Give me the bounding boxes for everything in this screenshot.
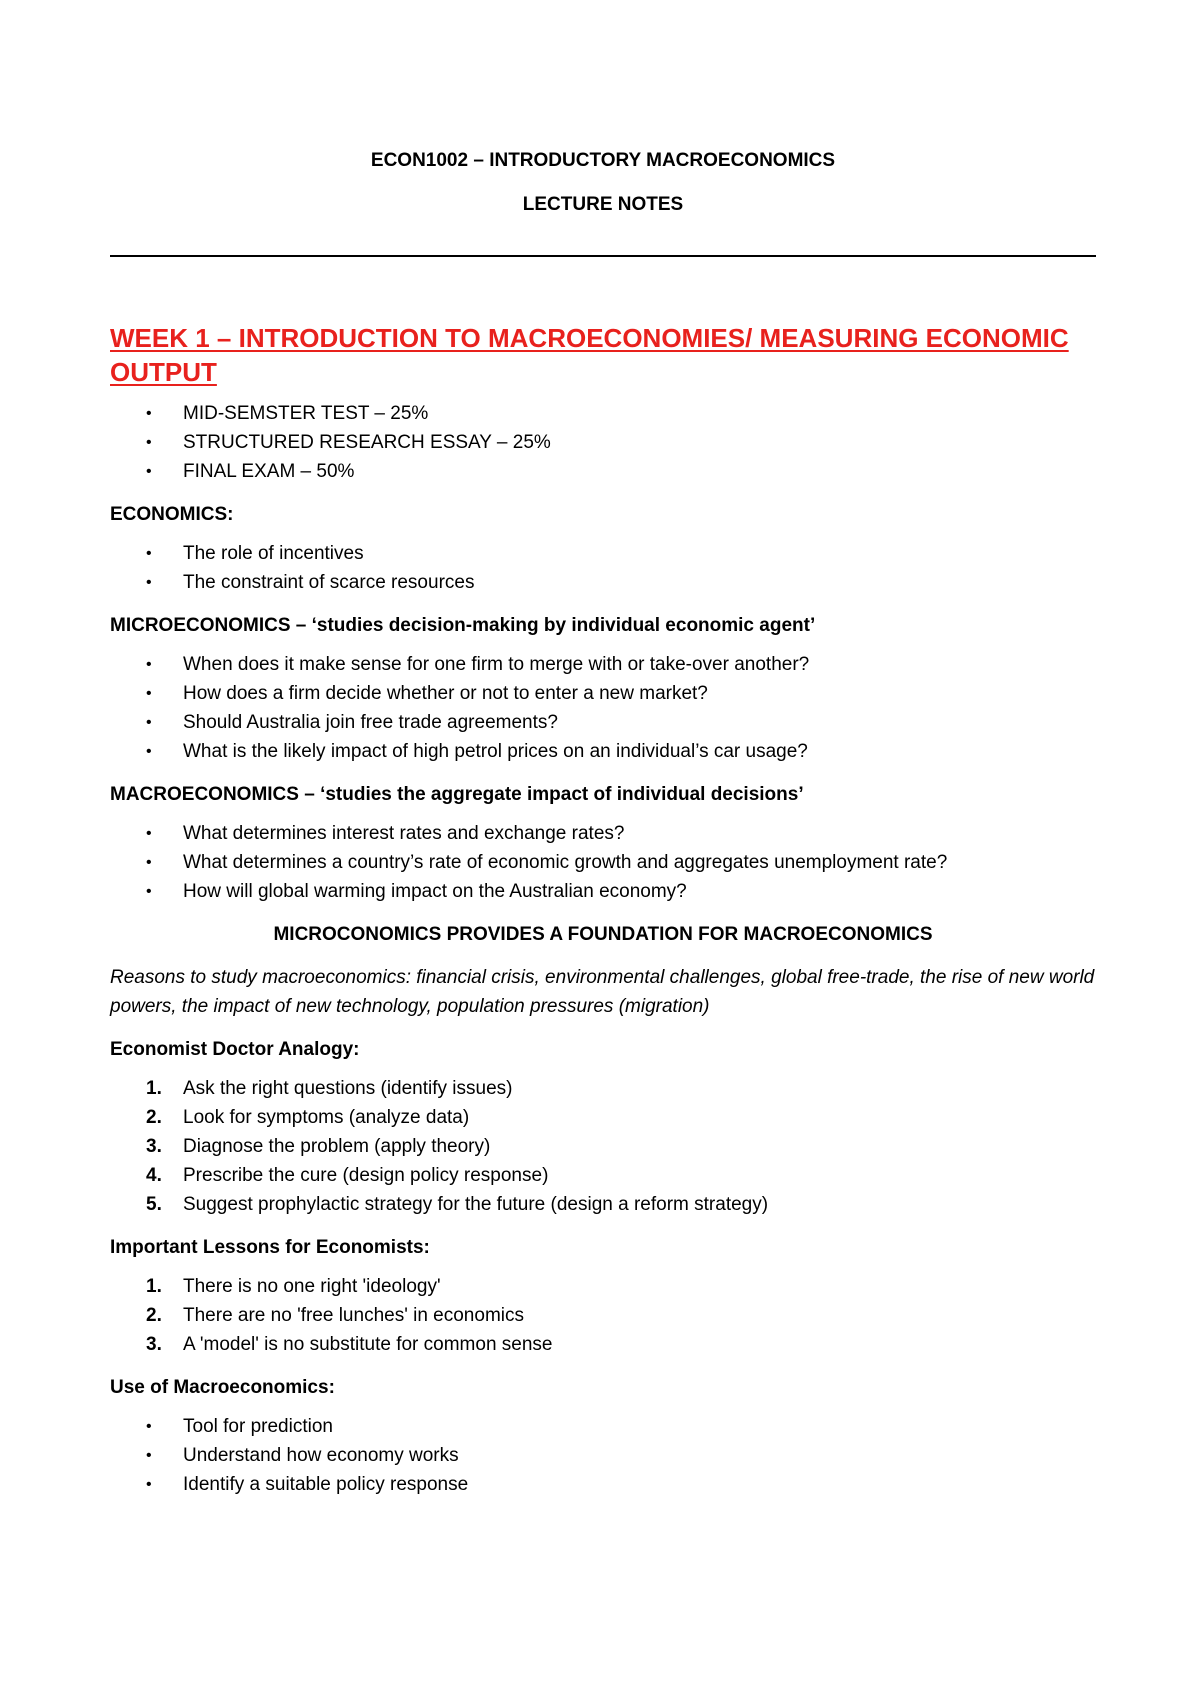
list-number: 5. [146, 1194, 162, 1215]
list-item: • Understand how economy works [110, 1441, 1096, 1470]
bullet-icon: • [146, 463, 152, 480]
use-of-macro-list [110, 1412, 1096, 1499]
list-item: 2. Look for symptoms (analyze data) [110, 1103, 1096, 1132]
list-number: 3. [146, 1136, 162, 1157]
list-number: 4. [146, 1165, 162, 1186]
bullet-icon: • [146, 1447, 152, 1464]
bullet-icon: • [146, 854, 152, 871]
bullet-icon: • [146, 1418, 152, 1435]
bullet-icon: • [146, 883, 152, 900]
list-item: • The constraint of scarce resources [110, 568, 1096, 597]
list-item: 2. There are no 'free lunches' in economics [110, 1301, 1096, 1330]
assessment-list [110, 399, 1096, 486]
bullet-icon: • [146, 1476, 152, 1493]
list-item: 4. Prescribe the cure (design policy response) [110, 1161, 1096, 1190]
bullet-icon: • [146, 545, 152, 562]
bullet-icon: • [146, 714, 152, 731]
microeconomics-heading: MICROECONOMICS – ‘studies decision-making by individual economic agent’ [110, 615, 816, 636]
list-item: • What is the likely impact of high petrol prices on an individual’s car usage? [110, 737, 1096, 766]
week-heading: WEEK 1 – INTRODUCTION TO MACROECONOMIES/ MEASURING ECONOMIC OUTPUT [110, 323, 1069, 387]
list-number: 2. [146, 1107, 162, 1128]
macroeconomics-list [110, 819, 1096, 906]
list-item: • How will global warming impact on the Australian economy? [110, 877, 1096, 906]
list-item: • What determines a country’s rate of economic growth and aggregates unemployment rate? [110, 848, 1096, 877]
list-number: 1. [146, 1276, 162, 1297]
macroeconomics-heading: MACROECONOMICS – ‘studies the aggregate impact of individual decisions’ [110, 784, 804, 805]
bullet-icon: • [146, 656, 152, 673]
list-item: 1. Ask the right questions (identify issues) [110, 1074, 1096, 1103]
list-number: 3. [146, 1334, 162, 1355]
list-item: • Should Australia join free trade agreements? [110, 708, 1096, 737]
lessons-list [110, 1272, 1096, 1359]
bullet-icon: • [146, 685, 152, 702]
list-item: • MID-SEMSTER TEST – 25% [110, 399, 1096, 428]
document-title: ECON1002 – INTRODUCTORY MACROECONOMICS [370, 150, 836, 171]
bullet-icon: • [146, 825, 152, 842]
list-item: • Tool for prediction [110, 1412, 1096, 1441]
list-item: 5. Suggest prophylactic strategy for the future (design a reform strategy) [110, 1190, 1096, 1219]
list-item: • The role of incentives [110, 539, 1096, 568]
bullet-icon: • [146, 574, 152, 591]
list-item: • FINAL EXAM – 50% [110, 457, 1096, 486]
list-item: 3. Diagnose the problem (apply theory) [110, 1132, 1096, 1161]
lessons-heading: Important Lessons for Economists: [110, 1237, 430, 1258]
list-number: 2. [146, 1305, 162, 1326]
bullet-icon: • [146, 405, 152, 422]
economics-heading: ECONOMICS: [110, 504, 234, 525]
microeconomics-list [110, 650, 1096, 766]
header-divider [110, 255, 1096, 257]
use-of-macro-heading: Use of Macroeconomics: [110, 1377, 335, 1398]
economics-list [110, 539, 1096, 597]
document-subtitle: LECTURE NOTES [522, 194, 684, 215]
list-item: • When does it make sense for one firm to merge with or take-over another? [110, 650, 1096, 679]
list-item: • What determines interest rates and exchange rates? [110, 819, 1096, 848]
doctor-analogy-heading: Economist Doctor Analogy: [110, 1039, 360, 1060]
list-item: 3. A 'model' is no substitute for common sense [110, 1330, 1096, 1359]
list-item: 1. There is no one right 'ideology' [110, 1272, 1096, 1301]
reasons-paragraph: Reasons to study macroeconomics: financial crisis, environmental challenges, global free-trade, the rise of new world powers, the impact of new technology, population pressures (migration) [110, 967, 1095, 1017]
bullet-icon: • [146, 743, 152, 760]
list-item: • STRUCTURED RESEARCH ESSAY – 25% [110, 428, 1096, 457]
list-item: • How does a firm decide whether or not to enter a new market? [110, 679, 1096, 708]
list-number: 1. [146, 1078, 162, 1099]
bullet-icon: • [146, 434, 152, 451]
doctor-analogy-list [110, 1074, 1096, 1219]
foundation-heading: MICROCONOMICS PROVIDES A FOUNDATION FOR MACROECONOMICS [273, 924, 933, 945]
list-item: • Identify a suitable policy response [110, 1470, 1096, 1499]
